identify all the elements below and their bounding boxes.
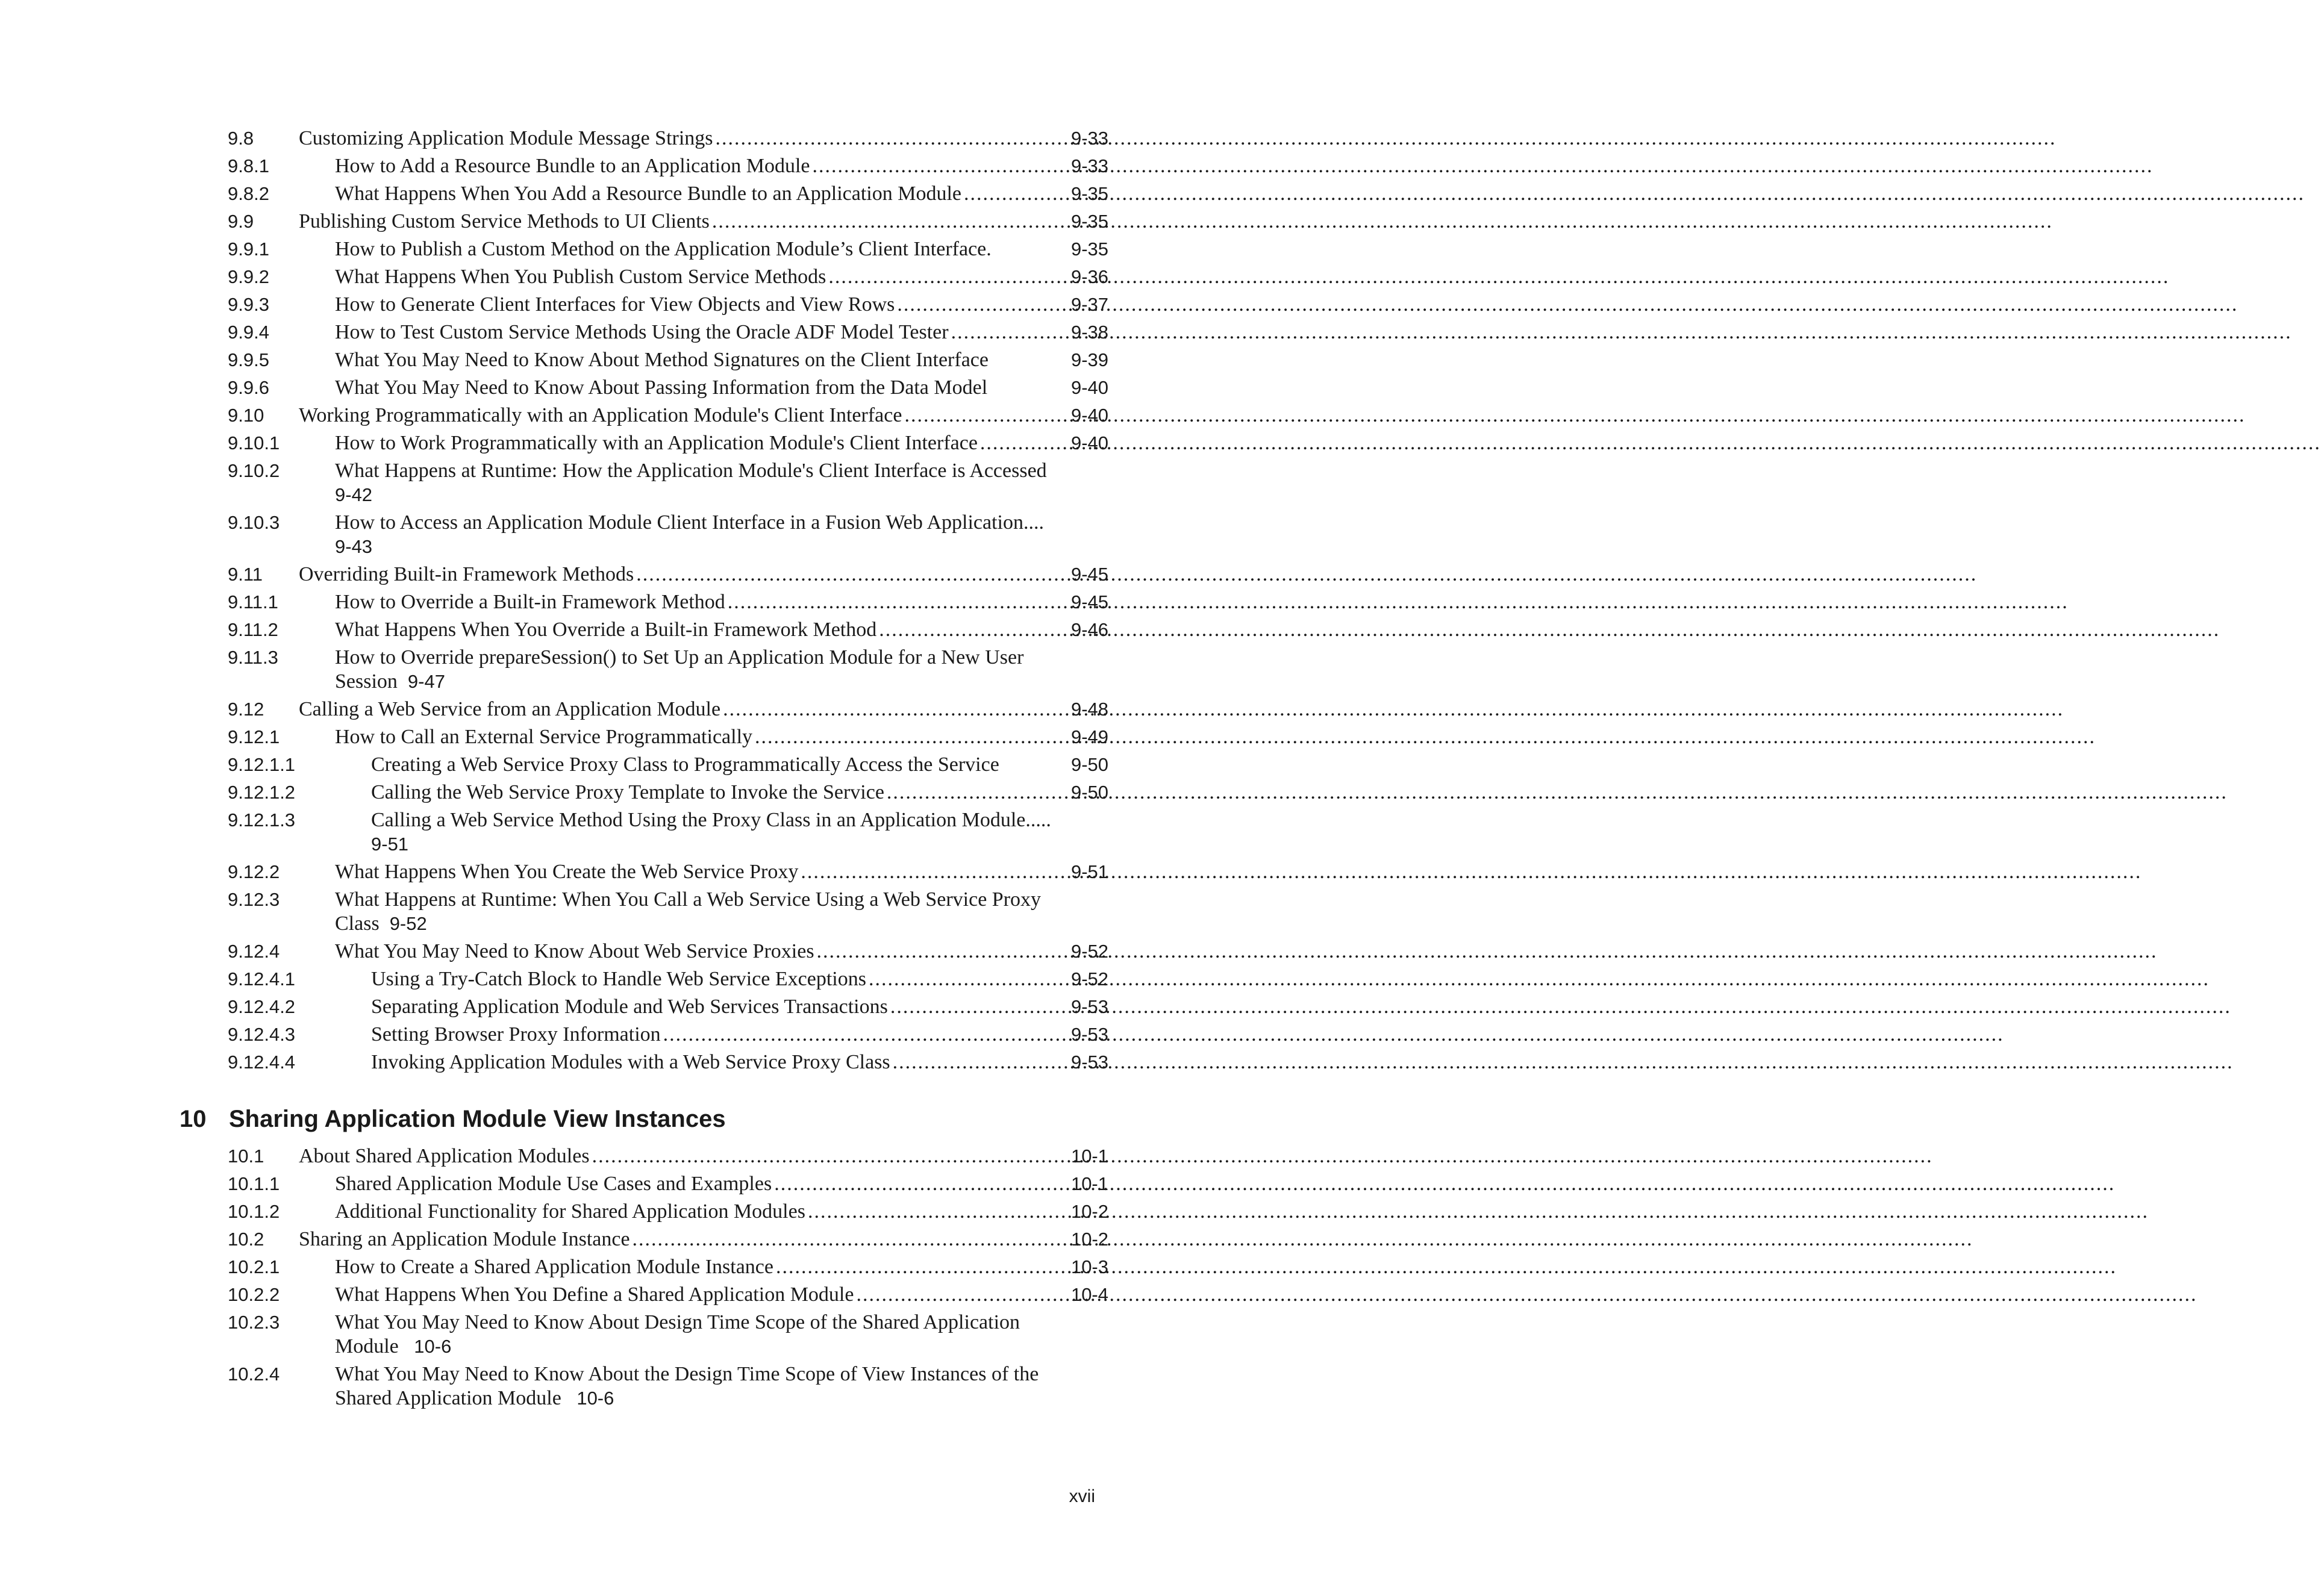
- toc-entry-page: 10-1: [1070, 1146, 1108, 1167]
- toc-entry: [228, 725, 1108, 749]
- toc-entry-page: 10-2: [1070, 1201, 1108, 1222]
- toc-entry: [228, 1050, 1108, 1074]
- toc-entry-title: What You May Need to Know About Passing Information from the Data Model: [335, 376, 988, 399]
- toc-entry-number: 10.2.2: [228, 1284, 280, 1305]
- toc-entry: [228, 808, 1108, 856]
- toc-entry: [228, 697, 1108, 722]
- toc-entry-number: 9.12.4.4: [228, 1052, 296, 1073]
- toc-entry-title: What You May Need to Know About the Design Time Scope of View Instances of the: [335, 1363, 1039, 1385]
- toc-entry-title: How to Work Programmatically with an Application Module's Client Interface: [335, 432, 978, 454]
- dot-leader: [661, 1023, 2004, 1047]
- toc-entry-number: 9.9.1: [228, 238, 269, 260]
- toc-entry-page: 10-6: [576, 1388, 614, 1409]
- dot-leader: [866, 967, 2210, 991]
- toc-entry-title: How to Test Custom Service Methods Using the Oracle ADF Model Tester: [335, 321, 949, 343]
- toc-entry-title: Calling a Web Service from an Application Module: [299, 698, 721, 720]
- dot-leader: [720, 697, 2064, 722]
- toc-entry: [228, 1362, 1108, 1411]
- toc-entry-number: 9.11: [228, 564, 263, 585]
- toc-entry-title: What Happens When You Create the Web Service Proxy: [335, 861, 799, 883]
- toc-entry-page: 9-53: [1070, 996, 1108, 1017]
- toc-entry-page: 9-33: [1070, 128, 1108, 149]
- toc-entry-page: 9-45: [1070, 591, 1108, 613]
- toc-entry: [228, 1172, 1108, 1196]
- toc-entry-number: 10.2.4: [228, 1364, 280, 1385]
- toc-entry: [228, 618, 1108, 642]
- toc-entry: [228, 348, 1108, 372]
- toc-entry-number: 9.10.3: [228, 512, 280, 533]
- toc-entry-number: 9.8.2: [228, 183, 269, 204]
- toc-entry: [228, 459, 1108, 507]
- toc-entry-page: 9-42: [335, 484, 373, 505]
- toc-entry-page: 9-33: [1070, 155, 1108, 176]
- toc-entry-page: 9-52: [1070, 968, 1108, 990]
- toc-entry-number: 9.9.4: [228, 322, 269, 343]
- page-number: xvii: [1069, 1486, 1095, 1506]
- toc-entry-title: Overriding Built-in Framework Methods: [299, 563, 634, 585]
- dot-leader: [725, 590, 2069, 614]
- toc-entry-page: 9-45: [1070, 564, 1108, 585]
- toc-entry-number: 9.10.1: [228, 432, 280, 454]
- toc-entry-page: 10-4: [1070, 1284, 1108, 1305]
- toc-entry-title-cont: Session: [335, 670, 398, 693]
- toc-entry-title: Using a Try-Catch Block to Handle Web Service Exceptions: [371, 968, 866, 990]
- toc-entry-number: 9.12.2: [228, 861, 280, 882]
- toc-entry: [228, 995, 1108, 1019]
- toc-entry-number: 9.12.1: [228, 726, 280, 747]
- toc-entry-page: 10-2: [1070, 1229, 1108, 1250]
- toc-entry-page: 9-40: [1070, 432, 1108, 454]
- toc-entry-number: 9.10.2: [228, 460, 280, 481]
- toc-entry-page: 10-1: [1070, 1173, 1108, 1194]
- dot-leader: [978, 431, 2321, 455]
- toc-entry-title: How to Override prepareSession() to Set Up an Application Module for a New User: [335, 646, 1024, 669]
- toc-entry-title: Setting Browser Proxy Information: [371, 1023, 661, 1046]
- dot-leader: [961, 182, 2305, 206]
- toc-entry-title: What Happens When You Define a Shared Application Module: [335, 1283, 854, 1306]
- chapter-number: 10: [180, 1106, 207, 1132]
- toc-entry: [228, 1283, 1108, 1307]
- dot-leader: [810, 154, 2154, 178]
- toc-entry-page: 9-48: [1070, 699, 1108, 720]
- toc-entry-title: What You May Need to Know About Web Service Proxies: [335, 940, 814, 962]
- dot-leader: [772, 1172, 2115, 1196]
- toc-entry-number: 9.9.3: [228, 294, 269, 315]
- dot-leader: [630, 1227, 1973, 1252]
- toc-entry-number: 9.8: [228, 128, 254, 149]
- toc-entry-title: What You May Need to Know About Design Time Scope of the Shared Application: [335, 1311, 1020, 1333]
- toc-entry-page: 9-47: [407, 671, 445, 692]
- toc-entry-number: 10.1.2: [228, 1201, 280, 1222]
- dot-leader: [798, 860, 2141, 884]
- toc-entry-page: 9-50: [1070, 782, 1108, 803]
- toc-entry: [228, 753, 1108, 777]
- dot-leader: [805, 1200, 2149, 1224]
- toc-entry: [228, 237, 1108, 261]
- toc-entry: [228, 940, 1108, 964]
- toc-entry: [228, 320, 1108, 344]
- toc-entry: [228, 1255, 1108, 1279]
- toc-entry-number: 9.12.4: [228, 941, 280, 962]
- toc-entry-page: 9-37: [1070, 294, 1108, 315]
- toc-entry-page: 9-35: [1070, 238, 1108, 260]
- toc-entry-title-cont: Module: [335, 1335, 399, 1358]
- toc-entry: [228, 563, 1108, 587]
- toc-entry-title: Customizing Application Module Message Strings: [299, 127, 713, 149]
- toc-entry-page: 9-35: [1070, 183, 1108, 204]
- toc-entry-title: How to Access an Application Module Client Interface in a Fusion Web Application....: [335, 511, 1044, 534]
- toc-entry-page: 9-43: [335, 536, 373, 557]
- toc-entry: [228, 511, 1108, 559]
- toc-entry: [228, 265, 1108, 289]
- toc-entry-page: 9-51: [371, 834, 409, 855]
- toc-entry-title-cont: Shared Application Module: [335, 1387, 561, 1409]
- toc-entry: [228, 1311, 1108, 1359]
- dot-leader: [752, 725, 2096, 749]
- toc-entry-number: 9.9: [228, 211, 254, 232]
- toc-entry-number: 9.9.6: [228, 377, 269, 398]
- toc-entry-title: How to Publish a Custom Method on the Application Module’s Client Interface.: [335, 238, 992, 260]
- toc-entry-page: 9-40: [1070, 377, 1108, 398]
- toc-entry-page: 10-6: [414, 1336, 452, 1357]
- dot-leader: [773, 1255, 2117, 1279]
- toc-entry: [228, 781, 1108, 805]
- toc-entry-number: 9.12.4.2: [228, 996, 296, 1017]
- toc-entry-number: 10.1.1: [228, 1173, 280, 1194]
- toc-entry-title: Invoking Application Modules with a Web Service Proxy Class: [371, 1051, 890, 1073]
- toc-entry-page: 9-53: [1070, 1052, 1108, 1073]
- toc-entry-title: Working Programmatically with an Application Module's Client Interface: [299, 404, 902, 426]
- toc-entry-number: 10.2.1: [228, 1256, 280, 1277]
- toc-entry-title: How to Generate Client Interfaces for View Objects and View Rows: [335, 293, 895, 316]
- dot-leader: [814, 940, 2158, 964]
- toc-entry-title: How to Override a Built-in Framework Method: [335, 591, 725, 613]
- dot-leader: [634, 563, 1977, 587]
- toc-entry: [228, 1227, 1108, 1252]
- toc-entry: [228, 646, 1108, 694]
- toc-entry-page: 10-3: [1070, 1256, 1108, 1277]
- toc-entry: [228, 967, 1108, 991]
- toc-entry-page: 9-36: [1070, 266, 1108, 287]
- toc-entry-number: 9.12.3: [228, 889, 280, 910]
- toc-entry-page: 9-38: [1070, 322, 1108, 343]
- toc-entry-number: 9.12.1.2: [228, 782, 296, 803]
- toc-entry-number: 9.12.4.1: [228, 968, 296, 990]
- toc-entry-number: 9.12.1.3: [228, 809, 296, 831]
- toc-entry-number: 9.9.5: [228, 349, 269, 370]
- toc-entry: [228, 1023, 1108, 1047]
- toc-entry-number: 9.12: [228, 699, 264, 720]
- toc-entry-title: Additional Functionality for Shared Application Modules: [335, 1200, 805, 1223]
- toc-entry: [228, 590, 1108, 614]
- toc-entry-title: What Happens When You Override a Built-in Framework Method: [335, 619, 877, 641]
- toc-entry-page: 9-52: [1070, 941, 1108, 962]
- dot-leader: [713, 126, 2057, 151]
- toc-entry-number: 10.2: [228, 1229, 264, 1250]
- toc-entry: [228, 431, 1108, 455]
- toc-entry-page: 9-40: [1070, 405, 1108, 426]
- toc-entry-number: 9.10: [228, 405, 264, 426]
- dot-leader: [854, 1283, 2197, 1307]
- toc-entry-title: How to Create a Shared Application Module Instance: [335, 1256, 773, 1278]
- toc-entry-title: What Happens at Runtime: How the Application Module's Client Interface is Accessed: [335, 460, 1047, 482]
- toc-entry-number: 9.8.1: [228, 155, 269, 176]
- chapter-heading: [180, 1106, 726, 1133]
- chapter-title: Sharing Application Module View Instances: [229, 1106, 726, 1132]
- toc-entry: [228, 126, 1108, 151]
- toc-entry-page: 9-46: [1070, 619, 1108, 640]
- toc-entry-title: Calling the Web Service Proxy Template to Invoke the Service: [371, 781, 884, 803]
- toc-entry-title: Sharing an Application Module Instance: [299, 1228, 630, 1250]
- toc-entry-title: About Shared Application Modules: [299, 1145, 590, 1167]
- toc-entry: [228, 860, 1108, 884]
- toc-entry-title: What Happens at Runtime: When You Call a Web Service Using a Web Service Proxy: [335, 888, 1042, 911]
- toc-entry: [228, 1200, 1108, 1224]
- dot-leader: [710, 210, 2053, 234]
- toc-entry-title: What Happens When You Publish Custom Service Methods: [335, 266, 826, 288]
- toc-entry-page: 9-51: [1070, 861, 1108, 882]
- toc-entry: [228, 154, 1108, 178]
- toc-entry-title: Publishing Custom Service Methods to UI Clients: [299, 210, 710, 232]
- toc-entry-title: How to Call an External Service Programmatically: [335, 726, 753, 748]
- toc-entry-number: 9.11.3: [228, 647, 278, 668]
- toc-entry-number: 9.12.1.1: [228, 754, 296, 775]
- dot-leader: [949, 320, 2292, 344]
- toc-entry-title: Separating Application Module and Web Services Transactions: [371, 996, 888, 1018]
- toc-entry-title: How to Add a Resource Bundle to an Application Module: [335, 155, 810, 177]
- toc-entry: [228, 404, 1108, 428]
- toc-entry-title: Shared Application Module Use Cases and Examples: [335, 1173, 772, 1195]
- toc-entry-page: 9-39: [1070, 349, 1108, 370]
- toc-entry-title: What You May Need to Know About Method Signatures on the Client Interface: [335, 349, 989, 371]
- toc-entry-title: Creating a Web Service Proxy Class to Programmatically Access the Service: [371, 753, 999, 776]
- toc-entry: [228, 376, 1108, 400]
- toc-entry-number: 9.12.4.3: [228, 1024, 296, 1045]
- toc-entry-number: 10.1: [228, 1146, 264, 1167]
- toc-entry: [228, 1144, 1108, 1168]
- toc-entry: [228, 182, 1108, 206]
- toc-entry-number: 9.11.2: [228, 619, 278, 640]
- toc-entry: [228, 293, 1108, 317]
- toc-entry-page: 9-35: [1070, 211, 1108, 232]
- toc-entry: [228, 210, 1108, 234]
- toc-entry-page: 9-50: [1070, 754, 1108, 775]
- toc-entry-number: 9.9.2: [228, 266, 269, 287]
- toc-entry-number: 9.11.1: [228, 591, 278, 613]
- toc-entry-title: Calling a Web Service Method Using the Proxy Class in an Application Module.....: [371, 809, 1051, 831]
- toc-entry: [228, 888, 1108, 936]
- toc-entry-title: What Happens When You Add a Resource Bundle to an Application Module: [335, 182, 961, 205]
- toc-entry-number: 10.2.3: [228, 1312, 280, 1333]
- toc-entry-page: 9-49: [1070, 726, 1108, 747]
- toc-entry-page: 9-53: [1070, 1024, 1108, 1045]
- toc-entry-title-cont: Class: [335, 912, 380, 935]
- toc-entry-page: 9-52: [389, 913, 427, 934]
- dot-leader: [826, 265, 2169, 289]
- dot-leader: [590, 1144, 1933, 1168]
